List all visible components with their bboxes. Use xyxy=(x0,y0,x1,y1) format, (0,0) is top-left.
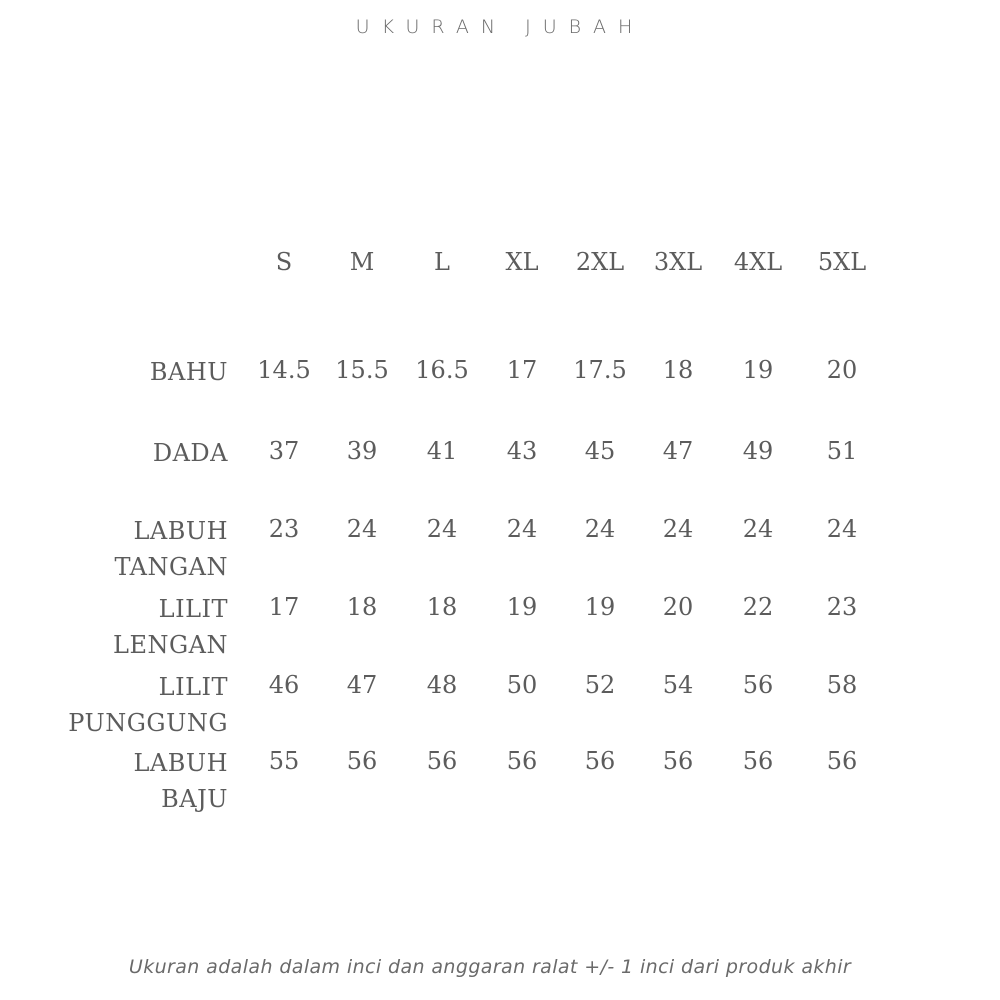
table-cell: 56 xyxy=(584,747,616,775)
row-label xyxy=(153,435,228,471)
size-header-4xl: 4XL xyxy=(733,248,783,276)
table-cell: 23 xyxy=(826,593,858,621)
table-cell: 47 xyxy=(662,437,694,465)
table-cell: 55 xyxy=(268,747,300,775)
row-label-line: TANGAN xyxy=(114,553,228,581)
table-cell: 56 xyxy=(662,747,694,775)
row-label-line: LENGAN xyxy=(113,631,228,659)
table-cell: 24 xyxy=(742,515,774,543)
table-cell: 19 xyxy=(584,593,616,621)
table-cell: 24 xyxy=(426,515,458,543)
table-cell: 46 xyxy=(268,671,300,699)
table-cell: 18 xyxy=(426,593,458,621)
size-header-2xl: 2XL xyxy=(575,248,625,276)
row-label-line: LABUH xyxy=(133,749,228,777)
table-cell: 14.5 xyxy=(257,356,311,384)
table-cell: 19 xyxy=(506,593,538,621)
table-cell: 56 xyxy=(742,671,774,699)
table-cell: 24 xyxy=(584,515,616,543)
row-label-line: BAJU xyxy=(161,785,228,813)
table-cell: 54 xyxy=(662,671,694,699)
row-label xyxy=(114,513,228,585)
table-cell: 39 xyxy=(346,437,378,465)
row-label xyxy=(113,591,228,663)
table-cell: 56 xyxy=(346,747,378,775)
row-label xyxy=(150,354,228,390)
table-cell: 17 xyxy=(506,356,538,384)
table-cell: 41 xyxy=(426,437,458,465)
size-header-xl: XL xyxy=(505,248,539,276)
footnote: Ukuran adalah dalam inci dan anggaran ralat +/- 1 inci dari produk akhir xyxy=(128,956,852,978)
table-cell: 52 xyxy=(584,671,616,699)
size-header-m: M xyxy=(349,248,375,276)
table-cell: 24 xyxy=(506,515,538,543)
table-cell: 20 xyxy=(662,593,694,621)
table-cell: 56 xyxy=(826,747,858,775)
size-header-s: S xyxy=(275,248,293,276)
table-cell: 37 xyxy=(268,437,300,465)
table-cell: 19 xyxy=(742,356,774,384)
table-cell: 24 xyxy=(826,515,858,543)
row-label-line: LABUH xyxy=(133,517,228,545)
table-cell: 24 xyxy=(346,515,378,543)
table-cell: 23 xyxy=(268,515,300,543)
table-cell: 58 xyxy=(826,671,858,699)
table-cell: 45 xyxy=(584,437,616,465)
row-label-line: LILIT xyxy=(158,673,228,701)
table-cell: 15.5 xyxy=(335,356,389,384)
table-cell: 18 xyxy=(346,593,378,621)
table-cell: 17 xyxy=(268,593,300,621)
row-label-line: LILIT xyxy=(158,595,228,623)
table-cell: 56 xyxy=(742,747,774,775)
row-label-line: DADA xyxy=(152,439,228,467)
table-cell: 16.5 xyxy=(415,356,469,384)
table-cell: 48 xyxy=(426,671,458,699)
table-cell: 50 xyxy=(506,671,538,699)
row-label xyxy=(68,669,228,741)
size-header-5xl: 5XL xyxy=(817,248,867,276)
table-cell: 24 xyxy=(662,515,694,543)
size-header-3xl: 3XL xyxy=(653,248,703,276)
size-header-l: L xyxy=(434,248,450,276)
row-label-line: PUNGGUNG xyxy=(68,709,228,737)
table-cell: 20 xyxy=(826,356,858,384)
row-label-line: BAHU xyxy=(149,358,228,386)
table-cell: 17.5 xyxy=(573,356,627,384)
row-label xyxy=(133,745,228,817)
table-cell: 56 xyxy=(506,747,538,775)
table-cell: 51 xyxy=(826,437,858,465)
page-title: UKURAN JUBAH xyxy=(355,16,645,38)
table-cell: 43 xyxy=(506,437,538,465)
table-cell: 22 xyxy=(742,593,774,621)
table-cell: 49 xyxy=(742,437,774,465)
table-cell: 47 xyxy=(346,671,378,699)
table-cell: 56 xyxy=(426,747,458,775)
table-cell: 18 xyxy=(662,356,694,384)
